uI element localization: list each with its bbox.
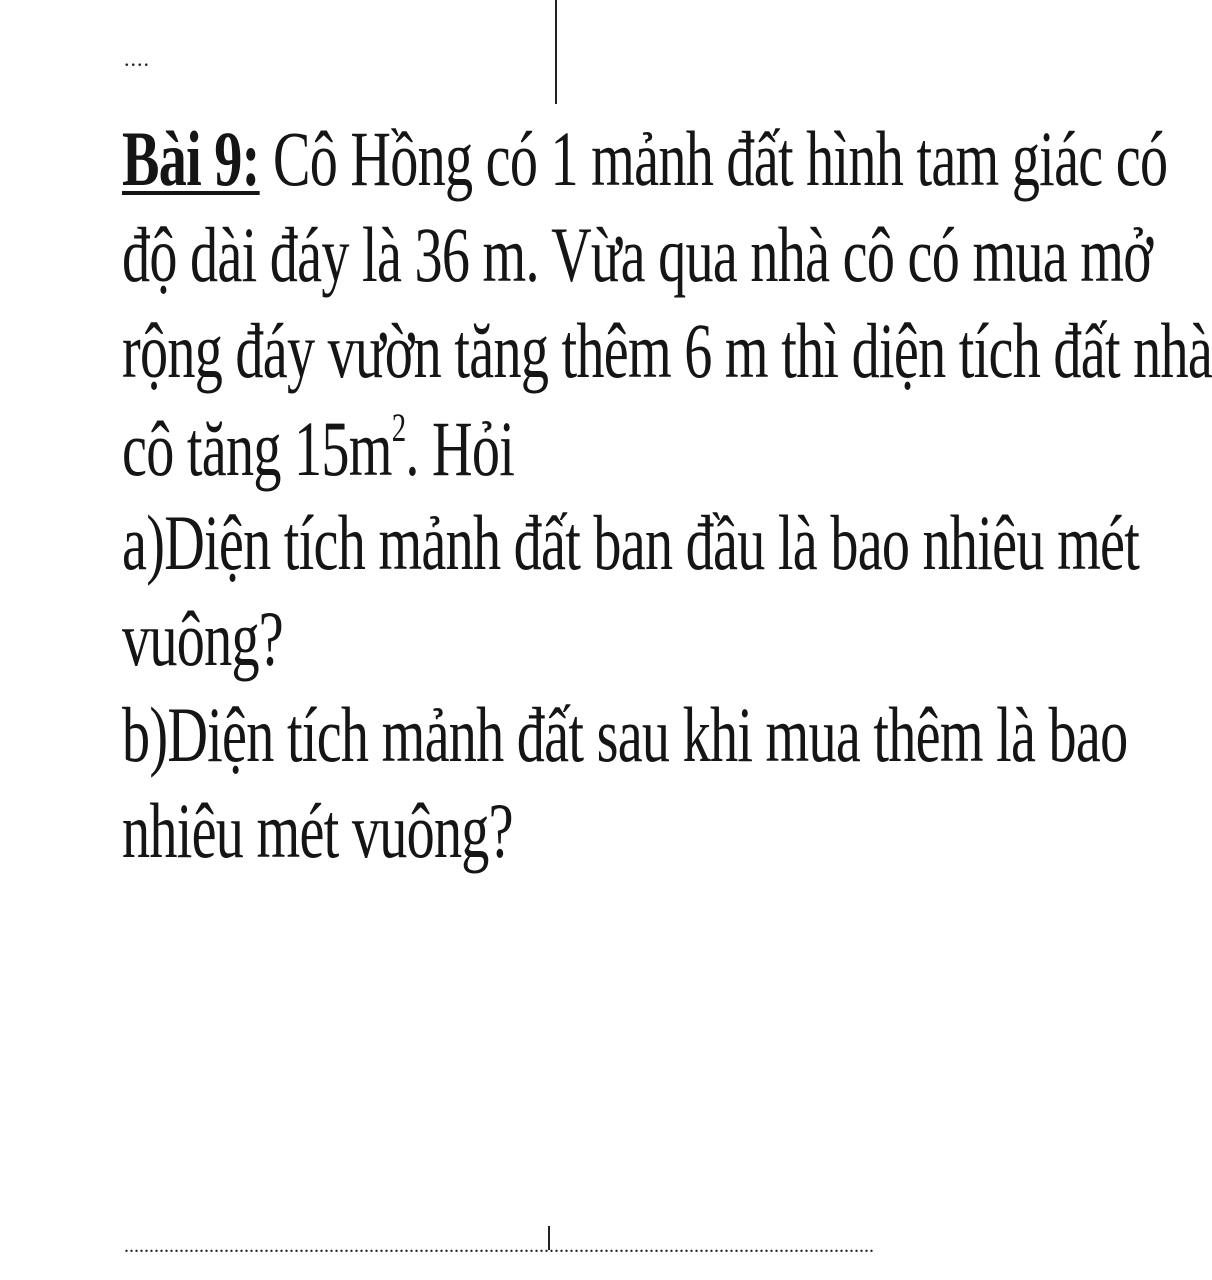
problem-block [122,115,1212,888]
problem-label: Bài 9: [122,115,260,202]
problem-line-3: rộng đáy vườn tăng thêm 6 m thì diện tích đất nhà [122,307,1212,394]
top-dotted-mark: .... [124,46,150,71]
bottom-dotted-line: ...................................................................................................................................................... [124,1235,874,1257]
problem-line-4-before: cô tăng 15m [122,405,392,492]
problem-line-2: độ dài đáy là 36 m. Vừa qua nhà cô có mua mở [122,211,1153,298]
problem-line-1 [122,115,1168,216]
problem-line-4-after: . Hỏi [405,405,515,492]
top-vertical-rule [555,0,557,104]
problem-line-1-text: Cô Hồng có 1 mảnh đất hình tam giác có [259,115,1168,202]
question-a-line-1: a)Diện tích mảnh đất ban đầu là bao nhiêu mét [122,499,1140,586]
problem-line-4 [122,405,756,504]
question-b-line-1: b)Diện tích mảnh đất sau khi mua thêm là bao [122,691,1128,778]
square-meter-superscript: 2 [391,405,406,450]
question-a-line-2: vuông? [122,595,284,682]
question-b-line-2: nhiêu mét vuông? [122,787,513,874]
